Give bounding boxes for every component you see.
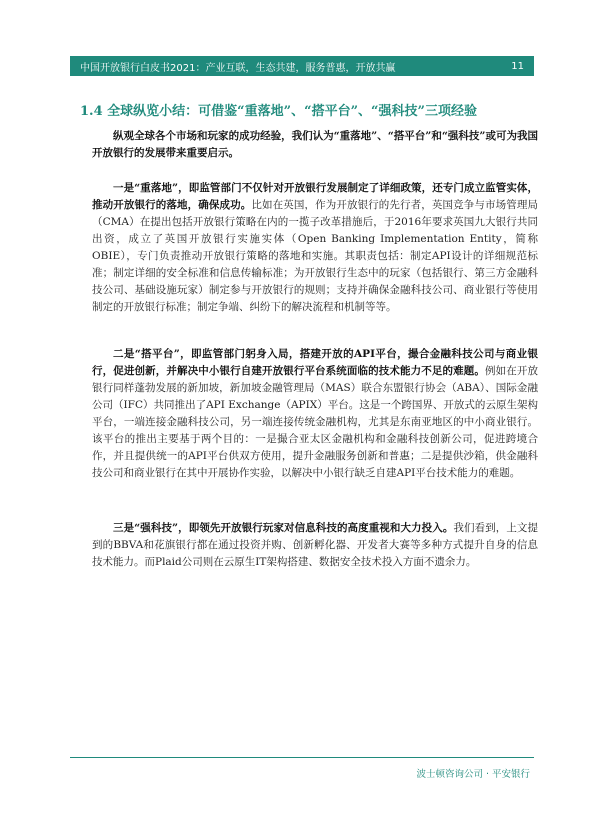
- paragraph-grounding-body: 比如在英国，作为开放银行的先行者，英国竞争与市场管理局（CMA）在提出包括开放银行策略在内的一揽子改革措施后，于2016年要求英国九大银行共同出资，成立了英国开放银行实施实体（Open Banking Implementation Entity，简称OBIE），专门负责推动开放银行策略的落地和实施。其职责包括：制定API设计的详细规范标准；制定详细的安全标准和信息传输标准；为开放银行生态中的玩家（包括银行、第三方金融科技公司、基础设施玩家）制定参与开放银行的规则；支持并确保金融科技公司、商业银行等使用制定的开放银行标准；制定争端、纠纷下的解决流程和机制等等。: [92, 199, 539, 313]
- section-title: 1.4 全球纵览小结：可借鉴“重落地”、“搭平台”、“强科技”三项经验: [80, 104, 478, 119]
- paragraph-technology-body: 我们看到，上文提到的BBVA和花旗银行都在通过投资并购、创新孵化器、开发者大赛等多种方式提升自身的信息技术能力。而Plaid公司则在云原生IT架构搭建、数据安全技术投入方面不遗余力。: [92, 522, 539, 568]
- footer-divider: [70, 757, 534, 758]
- intro-paragraph: 纵观全球各个市场和玩家的成功经验，我们认为“重落地”、“搭平台”和“强科技”或可为我国开放银行的发展带来重要启示。: [92, 130, 538, 159]
- paragraph-platform: [92, 346, 538, 482]
- footer-text: 波士顿咨询公司 · 平安银行: [416, 769, 530, 780]
- paragraph-grounding: [92, 180, 538, 316]
- header-bar: [70, 56, 534, 76]
- paragraph-technology-lead: 三是“强科技”，即领先开放银行玩家对信息科技的高度重视和大力投入。: [113, 522, 454, 534]
- page-number: 11: [511, 60, 524, 72]
- paragraph-platform-body: 例如在开放银行同样蓬勃发展的新加坡，新加坡金融管理局（MAS）联合东盟银行协会（ABA）、国际金融公司（IFC）共同推出了API Exchange（APIX）平台。这是一个跨国界、开放式的云原生架构平台，一端连接金融科技公司，另一端连接传统金融机构，尤其是东南亚地区的中小商业银行。该平台的推出主要基于两个目的：一是撮合亚太区金融机构和金融科技创新公司，促进跨境合作，并且提供统一的API平台供双方使用，提升金融服务创新和普惠；二是提供沙箱，供金融科技公司和商业银行在其中开展协作实验，以解决中小银行缺乏自建API平台技术能力的难题。: [92, 365, 539, 479]
- paragraph-technology: [92, 520, 538, 571]
- paragraph-grounding-lead: 一是“重落地”，即监管部门不仅针对开放银行发展制定了详细政策，还专门成立监管实体，推动开放银行的落地，确保成功。: [92, 182, 538, 211]
- paragraph-platform-lead: 二是“搭平台”，即监管部门躬身入局，搭建开放的API平台，撮合金融科技公司与商业银行，促进创新，并解决中小银行自建开放银行平台系统面临的技术能力不足的难题。: [92, 348, 538, 377]
- header-title: 中国开放银行白皮书2021：产业互联，生态共建，服务普惠，开放共赢: [80, 62, 396, 74]
